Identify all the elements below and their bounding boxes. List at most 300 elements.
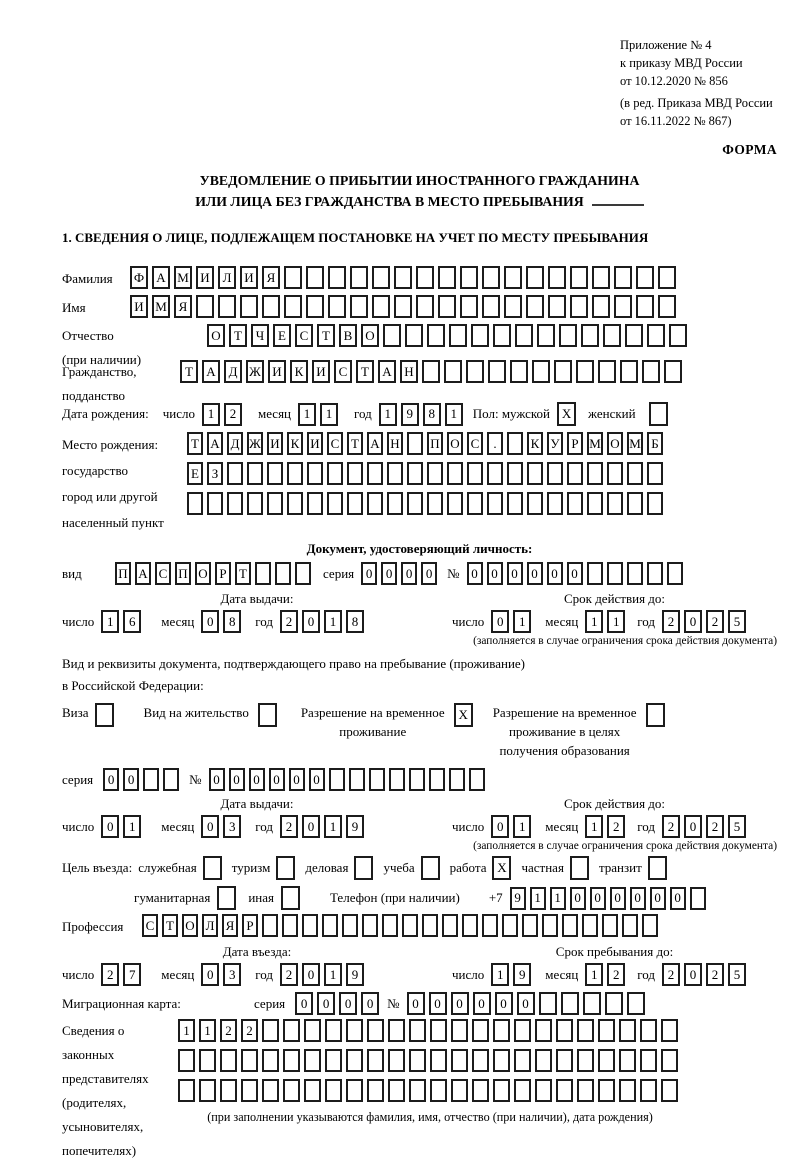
char-cell[interactable] [535, 1049, 552, 1072]
char-cell[interactable] [642, 914, 658, 937]
char-cell[interactable] [532, 360, 550, 383]
char-cell[interactable] [493, 1019, 510, 1042]
char-cell[interactable]: Д [227, 432, 243, 455]
char-cell[interactable]: 0 [317, 992, 335, 1015]
char-cell[interactable] [469, 768, 485, 791]
char-cell[interactable] [416, 266, 434, 289]
char-cell[interactable] [515, 324, 533, 347]
char-cell[interactable]: 0 [547, 562, 563, 585]
char-cell[interactable] [372, 295, 390, 318]
char-cell[interactable] [592, 266, 610, 289]
char-cell[interactable]: 0 [507, 562, 523, 585]
char-cell[interactable] [402, 914, 418, 937]
char-cell[interactable] [636, 266, 654, 289]
checkbox-tourism[interactable] [276, 856, 295, 880]
char-cell[interactable]: 0 [684, 610, 702, 633]
char-cell[interactable]: О [607, 432, 623, 455]
char-cell[interactable]: И [240, 266, 258, 289]
char-cell[interactable] [539, 992, 557, 1015]
char-cell[interactable]: Д [224, 360, 242, 383]
char-cell[interactable] [227, 462, 243, 485]
char-cell[interactable] [295, 562, 311, 585]
char-cell[interactable]: И [268, 360, 286, 383]
char-cell[interactable] [284, 295, 302, 318]
char-cell[interactable]: 1 [379, 403, 397, 426]
char-cell[interactable] [427, 492, 443, 515]
char-cell[interactable] [369, 768, 385, 791]
char-cell[interactable] [327, 492, 343, 515]
char-cell[interactable] [664, 360, 682, 383]
char-cell[interactable] [447, 492, 463, 515]
char-cell[interactable]: К [290, 360, 308, 383]
char-cell[interactable]: О [361, 324, 379, 347]
char-cell[interactable]: Л [202, 914, 218, 937]
char-cell[interactable] [262, 295, 280, 318]
char-cell[interactable] [482, 266, 500, 289]
char-cell[interactable]: 0 [381, 562, 397, 585]
char-cell[interactable]: 9 [346, 963, 364, 986]
char-cell[interactable]: 0 [249, 768, 265, 791]
char-cell[interactable] [199, 1079, 216, 1102]
char-cell[interactable]: Т [317, 324, 335, 347]
char-cell[interactable] [577, 1079, 594, 1102]
char-cell[interactable]: С [467, 432, 483, 455]
char-cell[interactable] [387, 492, 403, 515]
char-cell[interactable]: 0 [487, 562, 503, 585]
char-cell[interactable] [304, 1019, 321, 1042]
char-cell[interactable] [382, 914, 398, 937]
char-cell[interactable] [556, 1079, 573, 1102]
char-cell[interactable] [444, 360, 462, 383]
char-cell[interactable] [627, 562, 643, 585]
char-cell[interactable]: 1 [491, 963, 509, 986]
char-cell[interactable]: 8 [346, 610, 364, 633]
char-cell[interactable] [577, 1019, 594, 1042]
char-cell[interactable] [306, 266, 324, 289]
char-cell[interactable]: 2 [241, 1019, 258, 1042]
char-cell[interactable] [619, 1079, 636, 1102]
char-cell[interactable]: 1 [178, 1019, 195, 1042]
char-cell[interactable] [607, 562, 623, 585]
char-cell[interactable] [548, 295, 566, 318]
char-cell[interactable]: 2 [280, 963, 298, 986]
char-cell[interactable] [504, 266, 522, 289]
char-cell[interactable] [598, 360, 616, 383]
char-cell[interactable] [570, 266, 588, 289]
char-cell[interactable]: Е [187, 462, 203, 485]
char-cell[interactable] [605, 992, 623, 1015]
char-cell[interactable]: 1 [585, 610, 603, 633]
char-cell[interactable] [405, 324, 423, 347]
char-cell[interactable]: 2 [662, 815, 680, 838]
char-cell[interactable] [407, 462, 423, 485]
char-cell[interactable]: Н [400, 360, 418, 383]
char-cell[interactable] [667, 562, 683, 585]
char-cell[interactable]: 1 [513, 815, 531, 838]
char-cell[interactable]: 9 [346, 815, 364, 838]
char-cell[interactable] [302, 914, 318, 937]
char-cell[interactable]: 1 [445, 403, 463, 426]
char-cell[interactable] [640, 1019, 657, 1042]
char-cell[interactable] [487, 462, 503, 485]
char-cell[interactable] [619, 1049, 636, 1072]
char-cell[interactable] [661, 1079, 678, 1102]
char-cell[interactable]: 2 [607, 815, 625, 838]
char-cell[interactable] [429, 768, 445, 791]
char-cell[interactable]: П [115, 562, 131, 585]
char-cell[interactable] [283, 1049, 300, 1072]
char-cell[interactable] [267, 462, 283, 485]
char-cell[interactable] [196, 295, 214, 318]
char-cell[interactable] [367, 1049, 384, 1072]
char-cell[interactable] [462, 914, 478, 937]
char-cell[interactable] [328, 266, 346, 289]
char-cell[interactable]: Р [567, 432, 583, 455]
char-cell[interactable] [614, 295, 632, 318]
checkbox-work[interactable]: X [492, 856, 511, 880]
char-cell[interactable] [307, 462, 323, 485]
char-cell[interactable]: 0 [590, 887, 606, 910]
char-cell[interactable]: 0 [302, 815, 320, 838]
char-cell[interactable] [527, 492, 543, 515]
char-cell[interactable] [627, 992, 645, 1015]
char-cell[interactable] [467, 462, 483, 485]
char-cell[interactable]: 8 [223, 610, 241, 633]
char-cell[interactable] [583, 992, 601, 1015]
char-cell[interactable] [422, 914, 438, 937]
char-cell[interactable] [598, 1079, 615, 1102]
char-cell[interactable]: 1 [585, 815, 603, 838]
char-cell[interactable] [582, 914, 598, 937]
char-cell[interactable] [466, 360, 484, 383]
checkbox-business[interactable] [354, 856, 373, 880]
char-cell[interactable]: 0 [302, 610, 320, 633]
char-cell[interactable]: Ф [130, 266, 148, 289]
char-cell[interactable]: 2 [607, 963, 625, 986]
char-cell[interactable]: С [334, 360, 352, 383]
char-cell[interactable] [556, 1049, 573, 1072]
char-cell[interactable] [367, 462, 383, 485]
char-cell[interactable]: 3 [223, 815, 241, 838]
char-cell[interactable] [442, 914, 458, 937]
char-cell[interactable] [472, 1079, 489, 1102]
char-cell[interactable] [460, 295, 478, 318]
char-cell[interactable]: 5 [728, 963, 746, 986]
checkbox-temp-residence-education[interactable] [646, 703, 665, 727]
char-cell[interactable] [349, 768, 365, 791]
char-cell[interactable]: 2 [706, 815, 724, 838]
char-cell[interactable] [247, 492, 263, 515]
char-cell[interactable] [307, 492, 323, 515]
char-cell[interactable]: Н [387, 432, 403, 455]
char-cell[interactable] [367, 1079, 384, 1102]
char-cell[interactable]: К [527, 432, 543, 455]
checkbox-other[interactable] [281, 886, 300, 910]
char-cell[interactable] [255, 562, 271, 585]
char-cell[interactable] [603, 324, 621, 347]
char-cell[interactable]: 2 [101, 963, 119, 986]
char-cell[interactable] [542, 914, 558, 937]
checkbox-official[interactable] [203, 856, 222, 880]
char-cell[interactable] [275, 562, 291, 585]
char-cell[interactable] [640, 1079, 657, 1102]
checkbox-residence-permit[interactable] [258, 703, 277, 727]
char-cell[interactable]: 0 [684, 815, 702, 838]
char-cell[interactable] [567, 492, 583, 515]
char-cell[interactable] [367, 1019, 384, 1042]
char-cell[interactable]: 6 [123, 610, 141, 633]
char-cell[interactable] [527, 462, 543, 485]
char-cell[interactable]: 0 [670, 887, 686, 910]
char-cell[interactable]: Р [215, 562, 231, 585]
char-cell[interactable]: М [627, 432, 643, 455]
char-cell[interactable] [220, 1049, 237, 1072]
char-cell[interactable]: 0 [610, 887, 626, 910]
char-cell[interactable]: Т [347, 432, 363, 455]
char-cell[interactable]: 0 [527, 562, 543, 585]
char-cell[interactable]: 0 [103, 768, 119, 791]
char-cell[interactable] [220, 1079, 237, 1102]
char-cell[interactable] [587, 462, 603, 485]
char-cell[interactable] [581, 324, 599, 347]
char-cell[interactable] [493, 324, 511, 347]
char-cell[interactable]: У [547, 432, 563, 455]
char-cell[interactable] [627, 492, 643, 515]
char-cell[interactable]: 0 [491, 815, 509, 838]
char-cell[interactable]: И [267, 432, 283, 455]
char-cell[interactable]: Т [356, 360, 374, 383]
char-cell[interactable] [409, 1049, 426, 1072]
char-cell[interactable] [407, 492, 423, 515]
char-cell[interactable]: 1 [202, 403, 220, 426]
char-cell[interactable] [387, 462, 403, 485]
char-cell[interactable]: Ж [247, 432, 263, 455]
char-cell[interactable] [562, 914, 578, 937]
char-cell[interactable]: 0 [684, 963, 702, 986]
char-cell[interactable] [409, 1079, 426, 1102]
char-cell[interactable] [247, 462, 263, 485]
char-cell[interactable] [640, 1049, 657, 1072]
char-cell[interactable]: Я [174, 295, 192, 318]
char-cell[interactable] [507, 462, 523, 485]
char-cell[interactable]: О [195, 562, 211, 585]
char-cell[interactable]: 0 [517, 992, 535, 1015]
char-cell[interactable] [262, 1019, 279, 1042]
checkbox-study[interactable] [421, 856, 440, 880]
char-cell[interactable]: 0 [101, 815, 119, 838]
char-cell[interactable] [283, 1019, 300, 1042]
char-cell[interactable]: 2 [706, 610, 724, 633]
char-cell[interactable] [522, 914, 538, 937]
char-cell[interactable]: А [378, 360, 396, 383]
char-cell[interactable] [570, 295, 588, 318]
char-cell[interactable] [346, 1079, 363, 1102]
char-cell[interactable] [514, 1019, 531, 1042]
char-cell[interactable] [325, 1019, 342, 1042]
char-cell[interactable] [526, 266, 544, 289]
char-cell[interactable]: Р [242, 914, 258, 937]
char-cell[interactable] [178, 1079, 195, 1102]
char-cell[interactable] [647, 324, 665, 347]
char-cell[interactable] [471, 324, 489, 347]
char-cell[interactable] [607, 492, 623, 515]
char-cell[interactable] [241, 1049, 258, 1072]
char-cell[interactable]: 1 [199, 1019, 216, 1042]
char-cell[interactable] [267, 492, 283, 515]
char-cell[interactable]: А [135, 562, 151, 585]
char-cell[interactable]: С [142, 914, 158, 937]
char-cell[interactable]: 0 [491, 610, 509, 633]
char-cell[interactable] [327, 462, 343, 485]
char-cell[interactable] [658, 266, 676, 289]
char-cell[interactable]: 0 [361, 992, 379, 1015]
char-cell[interactable] [227, 492, 243, 515]
char-cell[interactable]: 1 [530, 887, 546, 910]
char-cell[interactable]: 0 [473, 992, 491, 1015]
char-cell[interactable] [647, 492, 663, 515]
char-cell[interactable]: 0 [201, 963, 219, 986]
char-cell[interactable]: 0 [302, 963, 320, 986]
char-cell[interactable]: 0 [123, 768, 139, 791]
char-cell[interactable] [394, 266, 412, 289]
char-cell[interactable]: 0 [209, 768, 225, 791]
char-cell[interactable]: 0 [361, 562, 377, 585]
char-cell[interactable] [493, 1079, 510, 1102]
char-cell[interactable] [598, 1049, 615, 1072]
char-cell[interactable]: 2 [662, 963, 680, 986]
char-cell[interactable]: 0 [650, 887, 666, 910]
char-cell[interactable] [187, 492, 203, 515]
char-cell[interactable]: А [367, 432, 383, 455]
char-cell[interactable] [322, 914, 338, 937]
char-cell[interactable] [482, 295, 500, 318]
char-cell[interactable]: 1 [513, 610, 531, 633]
char-cell[interactable] [535, 1019, 552, 1042]
char-cell[interactable] [262, 914, 278, 937]
char-cell[interactable] [304, 1079, 321, 1102]
char-cell[interactable]: Ж [246, 360, 264, 383]
char-cell[interactable]: 0 [429, 992, 447, 1015]
char-cell[interactable] [449, 768, 465, 791]
checkbox-male[interactable]: X [557, 402, 576, 426]
char-cell[interactable] [283, 1079, 300, 1102]
char-cell[interactable] [467, 492, 483, 515]
char-cell[interactable]: 1 [324, 610, 342, 633]
char-cell[interactable]: Е [273, 324, 291, 347]
char-cell[interactable]: 0 [201, 815, 219, 838]
char-cell[interactable] [329, 768, 345, 791]
char-cell[interactable]: Т [229, 324, 247, 347]
char-cell[interactable] [287, 462, 303, 485]
char-cell[interactable] [510, 360, 528, 383]
char-cell[interactable] [350, 266, 368, 289]
char-cell[interactable]: 0 [401, 562, 417, 585]
char-cell[interactable] [388, 1079, 405, 1102]
char-cell[interactable] [325, 1049, 342, 1072]
char-cell[interactable] [636, 295, 654, 318]
char-cell[interactable] [620, 360, 638, 383]
char-cell[interactable]: 0 [567, 562, 583, 585]
char-cell[interactable]: П [427, 432, 443, 455]
char-cell[interactable] [514, 1079, 531, 1102]
char-cell[interactable] [577, 1049, 594, 1072]
char-cell[interactable] [602, 914, 618, 937]
char-cell[interactable]: С [155, 562, 171, 585]
char-cell[interactable]: 5 [728, 610, 746, 633]
char-cell[interactable]: Т [235, 562, 251, 585]
char-cell[interactable]: 2 [662, 610, 680, 633]
char-cell[interactable]: 1 [550, 887, 566, 910]
char-cell[interactable] [163, 768, 179, 791]
char-cell[interactable] [438, 266, 456, 289]
char-cell[interactable]: И [130, 295, 148, 318]
char-cell[interactable]: С [295, 324, 313, 347]
char-cell[interactable]: О [182, 914, 198, 937]
char-cell[interactable]: М [152, 295, 170, 318]
char-cell[interactable]: Ч [251, 324, 269, 347]
char-cell[interactable]: Я [262, 266, 280, 289]
char-cell[interactable]: 0 [201, 610, 219, 633]
char-cell[interactable]: 1 [101, 610, 119, 633]
char-cell[interactable] [207, 492, 223, 515]
char-cell[interactable] [422, 360, 440, 383]
char-cell[interactable]: 2 [280, 815, 298, 838]
checkbox-humanitarian[interactable] [217, 886, 236, 910]
char-cell[interactable] [658, 295, 676, 318]
char-cell[interactable]: О [447, 432, 463, 455]
char-cell[interactable] [554, 360, 572, 383]
char-cell[interactable] [427, 324, 445, 347]
char-cell[interactable] [548, 266, 566, 289]
char-cell[interactable] [347, 462, 363, 485]
char-cell[interactable] [306, 295, 324, 318]
char-cell[interactable] [143, 768, 159, 791]
char-cell[interactable] [526, 295, 544, 318]
char-cell[interactable]: О [207, 324, 225, 347]
char-cell[interactable]: 0 [339, 992, 357, 1015]
char-cell[interactable] [409, 768, 425, 791]
char-cell[interactable]: 0 [570, 887, 586, 910]
char-cell[interactable] [430, 1079, 447, 1102]
char-cell[interactable] [409, 1019, 426, 1042]
char-cell[interactable]: 1 [607, 610, 625, 633]
char-cell[interactable] [537, 324, 555, 347]
char-cell[interactable] [622, 914, 638, 937]
char-cell[interactable] [346, 1019, 363, 1042]
char-cell[interactable]: И [312, 360, 330, 383]
char-cell[interactable] [427, 462, 443, 485]
checkbox-visa[interactable] [95, 703, 114, 727]
char-cell[interactable]: А [202, 360, 220, 383]
char-cell[interactable]: А [152, 266, 170, 289]
checkbox-transit[interactable] [648, 856, 667, 880]
char-cell[interactable]: Т [180, 360, 198, 383]
char-cell[interactable] [372, 266, 390, 289]
char-cell[interactable]: 8 [423, 403, 441, 426]
char-cell[interactable] [284, 266, 302, 289]
char-cell[interactable]: Т [162, 914, 178, 937]
char-cell[interactable]: 2 [224, 403, 242, 426]
char-cell[interactable]: 1 [585, 963, 603, 986]
char-cell[interactable] [472, 1049, 489, 1072]
char-cell[interactable]: 9 [513, 963, 531, 986]
char-cell[interactable] [561, 992, 579, 1015]
char-cell[interactable] [178, 1049, 195, 1072]
char-cell[interactable] [394, 295, 412, 318]
char-cell[interactable] [647, 462, 663, 485]
checkbox-temp-residence[interactable]: X [454, 703, 473, 727]
char-cell[interactable] [690, 887, 706, 910]
